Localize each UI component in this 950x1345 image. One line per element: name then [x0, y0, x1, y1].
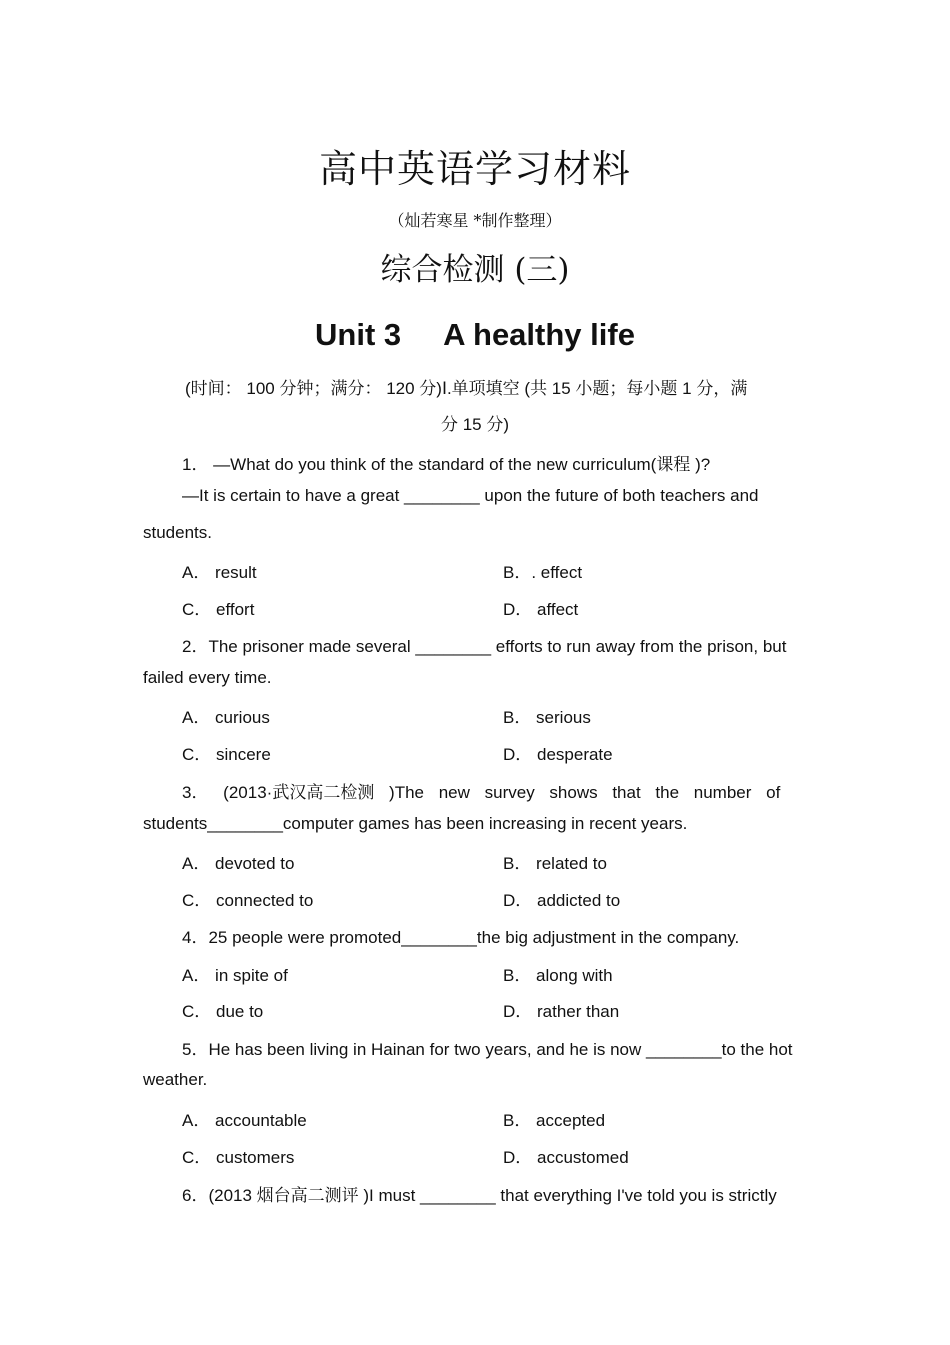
question-4-option-a: A． in spite of — [182, 966, 288, 985]
question-1-stem-line-2: —It is certain to have a great ________ upon the future of both teachers and — [182, 486, 759, 505]
instructions-line-2: 分 15 分) — [440, 415, 510, 434]
question-5-option-b: B． accepted — [503, 1111, 606, 1130]
question-2-stem: 2．The prisoner made several ________ efforts to run away from the prison, but — [182, 637, 787, 656]
question-3-stem: 3． (2013·武汉高二检测 )The new survey shows that the number of — [182, 783, 781, 802]
question-4-stem: 4．25 people were promoted________the big adjustment in the company. — [182, 928, 740, 947]
document-title: 高中英语学习材料 — [318, 147, 631, 191]
question-3-option-a: A． devoted to — [182, 854, 295, 873]
question-4-option-c: C． due to — [182, 1002, 264, 1021]
question-3-option-c: C． connected to — [182, 891, 314, 910]
question-5-option-d: D． accustomed — [503, 1148, 629, 1167]
question-2-stem-line-2: failed every time. — [143, 668, 272, 687]
question-4-option-d: D． rather than — [503, 1002, 620, 1021]
question-1-stem-line-3: students. — [143, 523, 212, 542]
question-3-stem-line-2: students________computer games has been increasing in recent years. — [143, 814, 688, 833]
question-1-stem: 1． —What do you think of the standard of the new curriculum(课程 )? — [182, 455, 711, 474]
question-2-option-c: C． sincere — [182, 745, 271, 764]
question-5-stem: 5．He has been living in Hainan for two years, and he is now ________to the hot — [182, 1040, 793, 1059]
question-2-option-b: B． serious — [503, 708, 591, 727]
question-3-option-b: B． related to — [503, 854, 607, 873]
unit-heading — [0, 317, 950, 353]
question-2-option-d: D． desperate — [503, 745, 613, 764]
test-name: 综合检测 (三) — [380, 252, 570, 288]
unit-title: A healthy life — [443, 317, 635, 352]
question-1-option-b: B．. effect — [503, 563, 583, 582]
question-4-option-b: B． along with — [503, 966, 613, 985]
question-1-option-d: D． affect — [503, 600, 579, 619]
question-2-option-a: A． curious — [182, 708, 270, 727]
question-5-stem-line-2: weather. — [143, 1070, 208, 1089]
question-3-option-d: D． addicted to — [503, 891, 621, 910]
question-1-option-a: A． result — [182, 563, 257, 582]
question-5-option-a: A． accountable — [182, 1111, 307, 1130]
instructions-line-1: (时间： 100 分钟；满分： 120 分)Ⅰ.单项填空 (共 15 小题；每小题 1 分，满 — [185, 379, 748, 398]
question-1-option-c: C． effort — [182, 600, 255, 619]
document-subtitle: （灿若寒星 *制作整理） — [388, 211, 562, 230]
question-5-option-c: C． customers — [182, 1148, 295, 1167]
question-6-stem: 6．(2013 烟台高二测评 )I must ________ that everything I've told you is strictly — [182, 1186, 777, 1205]
unit-label: Unit 3 — [315, 317, 402, 352]
